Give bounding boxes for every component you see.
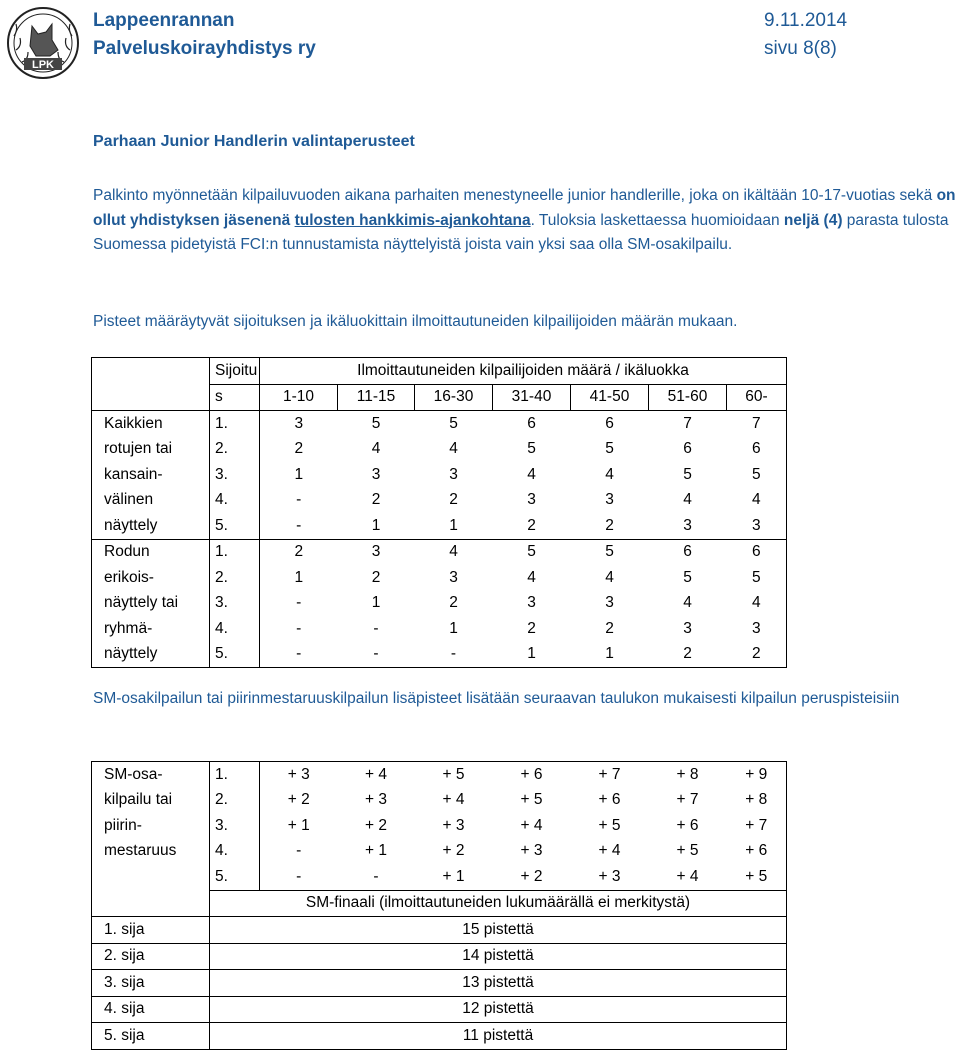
value-cell: + 3 [365, 791, 387, 809]
table-row [92, 437, 787, 463]
value-cell: + 6 [676, 816, 699, 834]
value-cell: 4 [449, 440, 458, 458]
row-group-label: piirin- [92, 813, 210, 839]
row-group-label: kansain- [92, 462, 210, 488]
value-cell: 7 [649, 411, 727, 437]
value-cell: 5 [683, 465, 692, 483]
final-row [92, 970, 787, 997]
value-cell: 4 [605, 465, 614, 483]
placement-cell: 1. [210, 411, 260, 437]
table-row [92, 591, 787, 617]
final-place: 2. sija [92, 943, 210, 970]
value-cell: + 8 [727, 788, 787, 814]
value-cell: + 9 [727, 762, 787, 788]
value-cell: 6 [493, 411, 571, 437]
value-cell: + 2 [520, 867, 543, 885]
placement-cell: 5. [210, 864, 260, 890]
row-group-label: Rodun [92, 539, 210, 565]
points-table [91, 357, 787, 668]
value-cell: 3 [605, 491, 614, 509]
placement-cell: 4. [210, 488, 260, 514]
value-cell: + 1 [365, 842, 387, 860]
placement-cell: 2. [210, 788, 260, 814]
value-cell: + 1 [260, 813, 338, 839]
table-row [92, 762, 787, 788]
value-cell: 5 [493, 539, 571, 565]
value-cell: 4 [727, 488, 787, 514]
value-cell: + 3 [442, 816, 465, 834]
table-row [92, 642, 787, 668]
value-cell: 4 [527, 568, 536, 586]
row-group-label: Kaikkien [92, 411, 210, 437]
table-row [92, 565, 787, 591]
value-cell: 4 [727, 591, 787, 617]
bonus-table [91, 761, 787, 1050]
points-paragraph: Pisteet määräytyvät sijoituksen ja ikäluokittain ilmoittautuneiden kilpailijoiden määrän mukaan. [93, 313, 738, 330]
final-points: 15 pistettä [210, 917, 787, 944]
placement-cell: 2. [210, 565, 260, 591]
logo-text: LPK [32, 59, 54, 71]
value-cell: 5 [727, 565, 787, 591]
value-cell: 5 [338, 411, 415, 437]
final-note-row [92, 890, 787, 917]
placement-cell: 3. [210, 813, 260, 839]
value-cell: 2 [649, 642, 727, 668]
value-cell: 1 [571, 642, 649, 668]
value-cell: 3 [449, 465, 458, 483]
value-cell: 2 [260, 539, 338, 565]
row-group-label: rotujen tai [92, 437, 210, 463]
value-cell: - [338, 642, 415, 668]
value-cell: 1 [449, 516, 458, 534]
table-row [92, 839, 787, 865]
value-cell: 1 [449, 619, 458, 637]
table-header-row: s 1-10 11-15 16-30 31-40 41-50 51-60 60- [92, 384, 787, 411]
value-cell: + 5 [520, 791, 543, 809]
row-group-label: näyttely tai [92, 591, 210, 617]
value-cell: + 8 [649, 762, 727, 788]
value-cell: 3 [727, 513, 787, 539]
value-cell: 3 [527, 594, 536, 612]
column-header: 41-50 [571, 384, 649, 411]
value-cell: 3 [683, 619, 692, 637]
value-cell: + 5 [598, 816, 621, 834]
final-row [92, 917, 787, 944]
sm-paragraph: SM-osakilpailun tai piirinmestaruuskilpailun lisäpisteet lisätään seuraavan taulukon mukaisesti kilpailun peruspisteisiin [93, 690, 900, 707]
placement-header: Sijoitu [210, 358, 260, 385]
value-cell: 2 [449, 594, 458, 612]
column-header: 11-15 [338, 384, 415, 411]
value-cell: + 1 [442, 867, 465, 885]
row-group-label [92, 864, 210, 890]
final-points: 14 pistettä [210, 943, 787, 970]
value-cell: + 6 [493, 762, 571, 788]
value-cell: 2 [260, 437, 338, 463]
value-cell: 1 [260, 462, 338, 488]
value-cell: 1 [371, 594, 381, 612]
value-cell: + 2 [442, 842, 465, 860]
value-cell: 4 [371, 440, 381, 458]
value-cell: + 2 [365, 816, 387, 834]
table-row [92, 788, 787, 814]
value-cell: 6 [683, 440, 692, 458]
final-row [92, 996, 787, 1023]
value-cell: 4 [605, 568, 614, 586]
value-cell: 3 [727, 616, 787, 642]
column-header: 31-40 [493, 384, 571, 411]
row-group-label: erikois- [92, 565, 210, 591]
placement-cell: 4. [210, 839, 260, 865]
table-row [92, 616, 787, 642]
value-cell: + 3 [260, 762, 338, 788]
value-cell: 2 [727, 642, 787, 668]
section-title: Parhaan Junior Handlerin valintaperusteet [93, 133, 415, 150]
page-number: sivu 8(8) [764, 38, 837, 59]
row-group-label: ryhmä- [92, 616, 210, 642]
column-header: 16-30 [415, 384, 493, 411]
value-cell: + 5 [727, 864, 787, 890]
final-place: 4. sija [92, 996, 210, 1023]
value-cell: + 6 [598, 791, 621, 809]
org-name-line1: Lappeenrannan [93, 10, 235, 31]
value-cell: 3 [338, 539, 415, 565]
placement-cell: 2. [210, 437, 260, 463]
value-cell: 2 [371, 491, 381, 509]
org-name-line2: Palveluskoirayhdistys ry [93, 38, 316, 59]
value-cell: 2 [527, 516, 536, 534]
value-cell: 5 [415, 411, 493, 437]
value-cell: 3 [260, 411, 338, 437]
value-cell: - [373, 867, 379, 885]
placement-cell: 5. [210, 513, 260, 539]
value-cell: + 3 [520, 842, 543, 860]
final-place: 3. sija [92, 970, 210, 997]
value-cell: + 6 [727, 839, 787, 865]
value-cell: 2 [605, 619, 614, 637]
value-cell: + 4 [520, 816, 543, 834]
value-cell: 2 [449, 491, 458, 509]
final-place: 5. sija [92, 1023, 210, 1050]
value-cell: 5 [683, 568, 692, 586]
value-cell: - [260, 513, 338, 539]
value-cell: 3 [449, 568, 458, 586]
table-row [92, 813, 787, 839]
value-cell: 1 [493, 642, 571, 668]
value-cell: 4 [683, 491, 692, 509]
value-cell: 6 [571, 411, 649, 437]
value-cell: 3 [683, 516, 692, 534]
table-header-row [92, 358, 787, 385]
table-row [92, 864, 787, 890]
final-points: 13 pistettä [210, 970, 787, 997]
value-cell: - [260, 864, 338, 890]
final-row [92, 943, 787, 970]
row-group-label: kilpailu tai [92, 788, 210, 814]
final-points: 12 pistettä [210, 996, 787, 1023]
value-cell: 6 [727, 539, 787, 565]
column-header: 1-10 [260, 384, 338, 411]
value-cell: - [260, 488, 338, 514]
value-cell: 1 [371, 516, 381, 534]
value-cell: + 4 [598, 842, 621, 860]
row-group-label: näyttely [92, 642, 210, 668]
group-header: Ilmoittautuneiden kilpailijoiden määrä / ikäluokka [260, 358, 787, 385]
value-cell: 6 [727, 437, 787, 463]
value-cell: - [260, 591, 338, 617]
value-cell: 5 [527, 440, 536, 458]
value-cell: 2 [371, 568, 381, 586]
placement-cell: 1. [210, 762, 260, 788]
placement-cell: 4. [210, 616, 260, 642]
row-group-label: näyttely [92, 513, 210, 539]
value-cell: 5 [571, 539, 649, 565]
table-row [92, 411, 787, 437]
value-cell: - [260, 839, 338, 865]
value-cell: + 4 [676, 867, 699, 885]
value-cell: + 3 [598, 867, 621, 885]
row-group-label: mestaruus [92, 839, 210, 865]
table-row [92, 462, 787, 488]
row-group-label: välinen [92, 488, 210, 514]
value-cell: 3 [371, 465, 381, 483]
value-cell: 1 [260, 565, 338, 591]
final-note: SM-finaali (ilmoittautuneiden lukumäärällä ei merkitystä) [210, 890, 787, 917]
club-logo [6, 6, 80, 80]
value-cell: + 2 [260, 788, 338, 814]
value-cell: - [415, 642, 493, 668]
table-row [92, 539, 787, 565]
final-row [92, 1023, 787, 1050]
placement-cell: 1. [210, 539, 260, 565]
value-cell: 4 [683, 594, 692, 612]
placement-cell: 5. [210, 642, 260, 668]
value-cell: - [260, 642, 338, 668]
value-cell: + 4 [338, 762, 415, 788]
value-cell: 2 [605, 516, 614, 534]
value-cell: 2 [527, 619, 536, 637]
value-cell: 4 [527, 465, 536, 483]
value-cell: 6 [649, 539, 727, 565]
value-cell: + 4 [442, 791, 465, 809]
value-cell: 5 [727, 462, 787, 488]
table-row [92, 488, 787, 514]
column-header: 60- [727, 384, 787, 411]
placement-cell: 3. [210, 462, 260, 488]
value-cell: - [373, 619, 379, 637]
column-header: 51-60 [649, 384, 727, 411]
value-cell: 5 [605, 440, 614, 458]
value-cell: - [260, 616, 338, 642]
value-cell: + 7 [571, 762, 649, 788]
value-cell: 3 [527, 491, 536, 509]
final-place: 1. sija [92, 917, 210, 944]
value-cell: + 5 [676, 842, 699, 860]
final-points: 11 pistettä [210, 1023, 787, 1050]
intro-paragraph: Palkinto myönnetään kilpailuvuoden aikana parhaiten menestyneelle junior handlerille, joka on ikältään 10-17-vuotias sekä on ollut yhdistyksen jäsenenä tulosten hankkimis-ajankohtana. Tuloksia laskettaessa huomioidaan neljä (4) parasta tulosta Suomessa pidetyistä FCI:n tunnustamista näyttelyistä joista vain yksi saa olla SM-osakilpailu. [93, 187, 956, 253]
placement-cell: 3. [210, 591, 260, 617]
value-cell: 3 [605, 594, 614, 612]
value-cell: 7 [727, 411, 787, 437]
document-date: 9.11.2014 [764, 10, 848, 31]
table-row [92, 513, 787, 539]
value-cell: + 7 [727, 813, 787, 839]
row-group-label: SM-osa- [92, 762, 210, 788]
value-cell: + 7 [676, 791, 699, 809]
value-cell: 4 [415, 539, 493, 565]
value-cell: + 5 [415, 762, 493, 788]
